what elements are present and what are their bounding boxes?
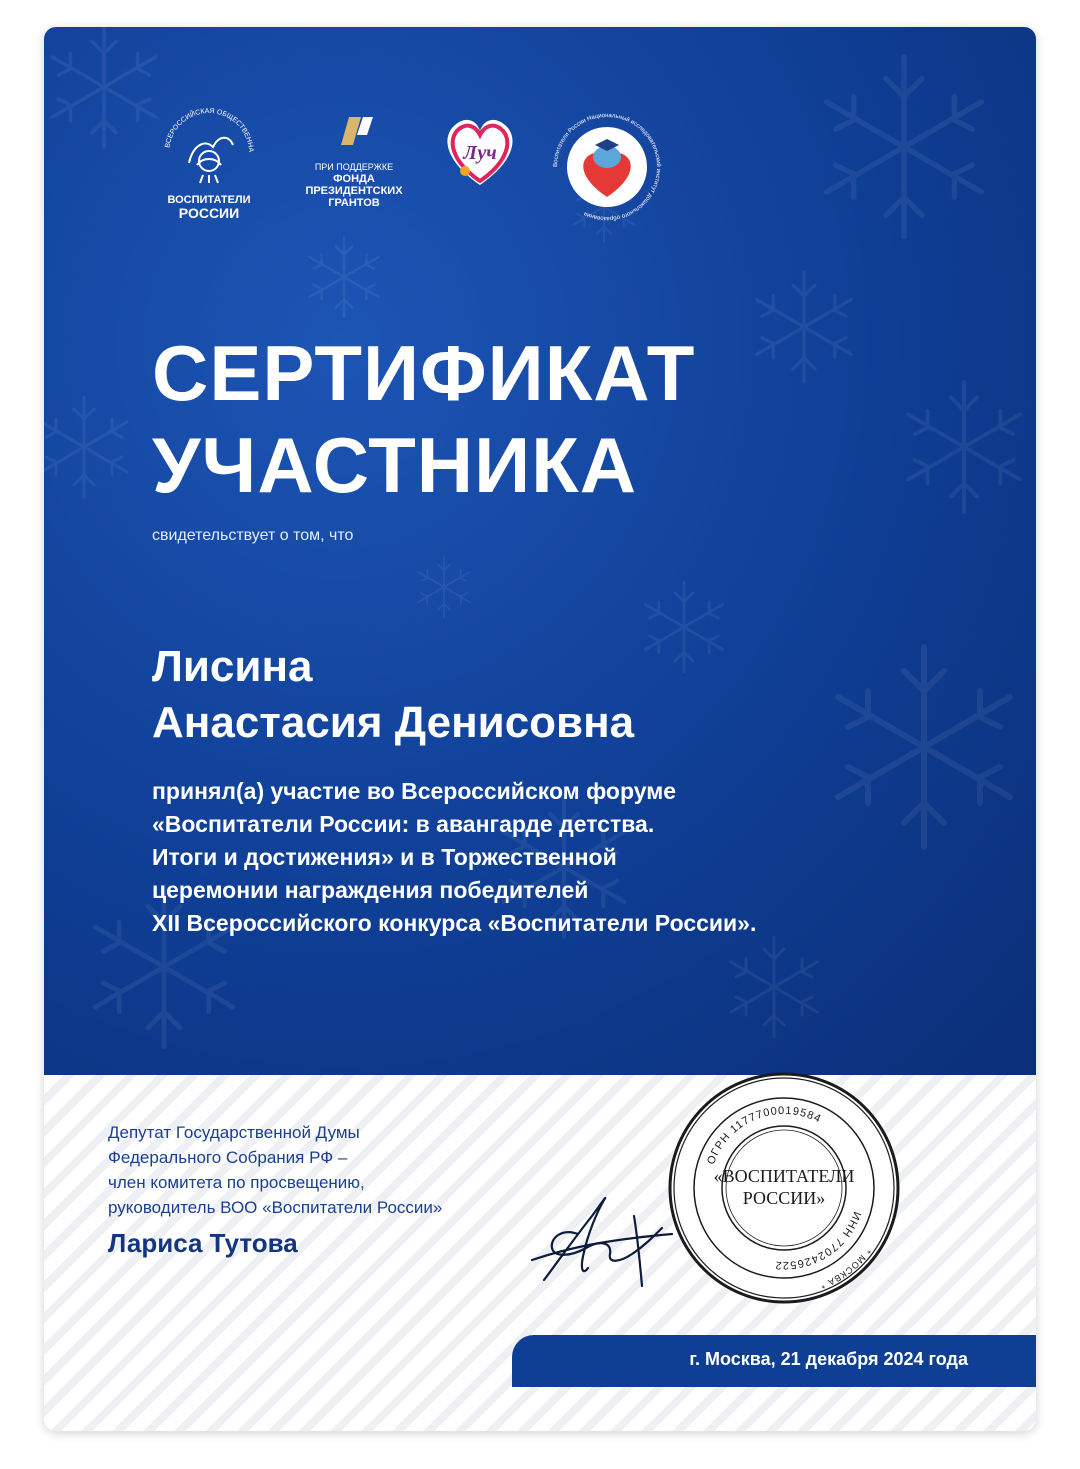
org-ring-text: ВСЕРОССИЙСКАЯ ОБЩЕСТВЕННА [164,107,255,153]
fund-line-3: ПРЕЗИДЕНТСКИХ [305,185,403,197]
signer-name: Лариса Тутова [108,1228,298,1258]
participation-description [152,775,912,940]
presidential-grants-logo [289,105,419,225]
institute-logo [547,105,667,225]
heart-icon [435,105,525,195]
signer-position [108,1120,442,1220]
fund-line-2: ФОНДА [333,173,375,185]
description-line: «Воспитатели России: в авангарде детства. [152,811,655,837]
institute-emblem-icon [547,105,667,225]
certificate-title-line-2: УЧАСТНИКА [152,421,638,509]
partner-logos [159,105,679,235]
place-date: г. Москва, 21 декабря 2024 года [689,1349,968,1369]
description-line: XII Всероссийского конкурса «Воспитатели России». [152,910,757,936]
position-line: Депутат Государственной Думы [108,1123,360,1142]
stamp-ogrn: ОГРН 1177700019584 [705,1104,824,1167]
organization-stamp [666,1070,902,1306]
luch-logo [435,105,525,205]
description-line: Итоги и достижения» и в Торжественной [152,844,617,870]
stamp-center-line-2: РОССИИ» [742,1188,826,1208]
description-line: принял(а) участие во Всероссийском форуме [152,778,677,804]
place-date-bar [512,1335,1036,1387]
certificate-top-panel [44,27,1036,1075]
participant-name [152,639,634,751]
certificate-title-line-1: СЕРТИФИКАТ [152,329,696,417]
bird-emblem-icon [159,105,259,201]
fund-line-1: ПРИ ПОДДЕРЖКЕ [314,162,394,172]
stamp-city: * МОСКВА * [818,1246,873,1292]
certificate-title [152,327,695,511]
description-line: церемонии награждения победителей [152,877,589,903]
org-caption-top: ВОСПИТАТЕЛИ [167,194,251,206]
witness-text: свидетельствует о том, что [152,527,354,544]
luch-text: Луч [463,142,497,164]
grants-emblem-icon [289,105,419,155]
participant-surname: Лисина [152,642,313,691]
handwritten-signature [492,1164,682,1294]
stamp-inn: ИНН 7702426522 [774,1209,863,1272]
participant-given-names: Анастасия Денисовна [152,698,635,747]
fund-line-4: ГРАНТОВ [328,197,380,209]
stamp-center-line-1: «ВОСПИТАТЕЛИ [713,1166,855,1186]
institute-ring-text: Воспитатели России Национальный исследовательский институт дошкольного образования [552,112,662,222]
position-line: руководитель ВОО «Воспитатели России» [108,1198,443,1217]
vospitateli-rossii-logo [159,105,259,225]
org-caption-bottom: РОССИИ [178,205,240,221]
position-line: Федерального Собрания РФ – [108,1148,348,1167]
position-line: член комитета по просвещению, [108,1173,365,1192]
svg-text:ВСЕРОССИЙСКАЯ ОБЩЕСТВЕННАЯ ОРГ [159,105,254,153]
